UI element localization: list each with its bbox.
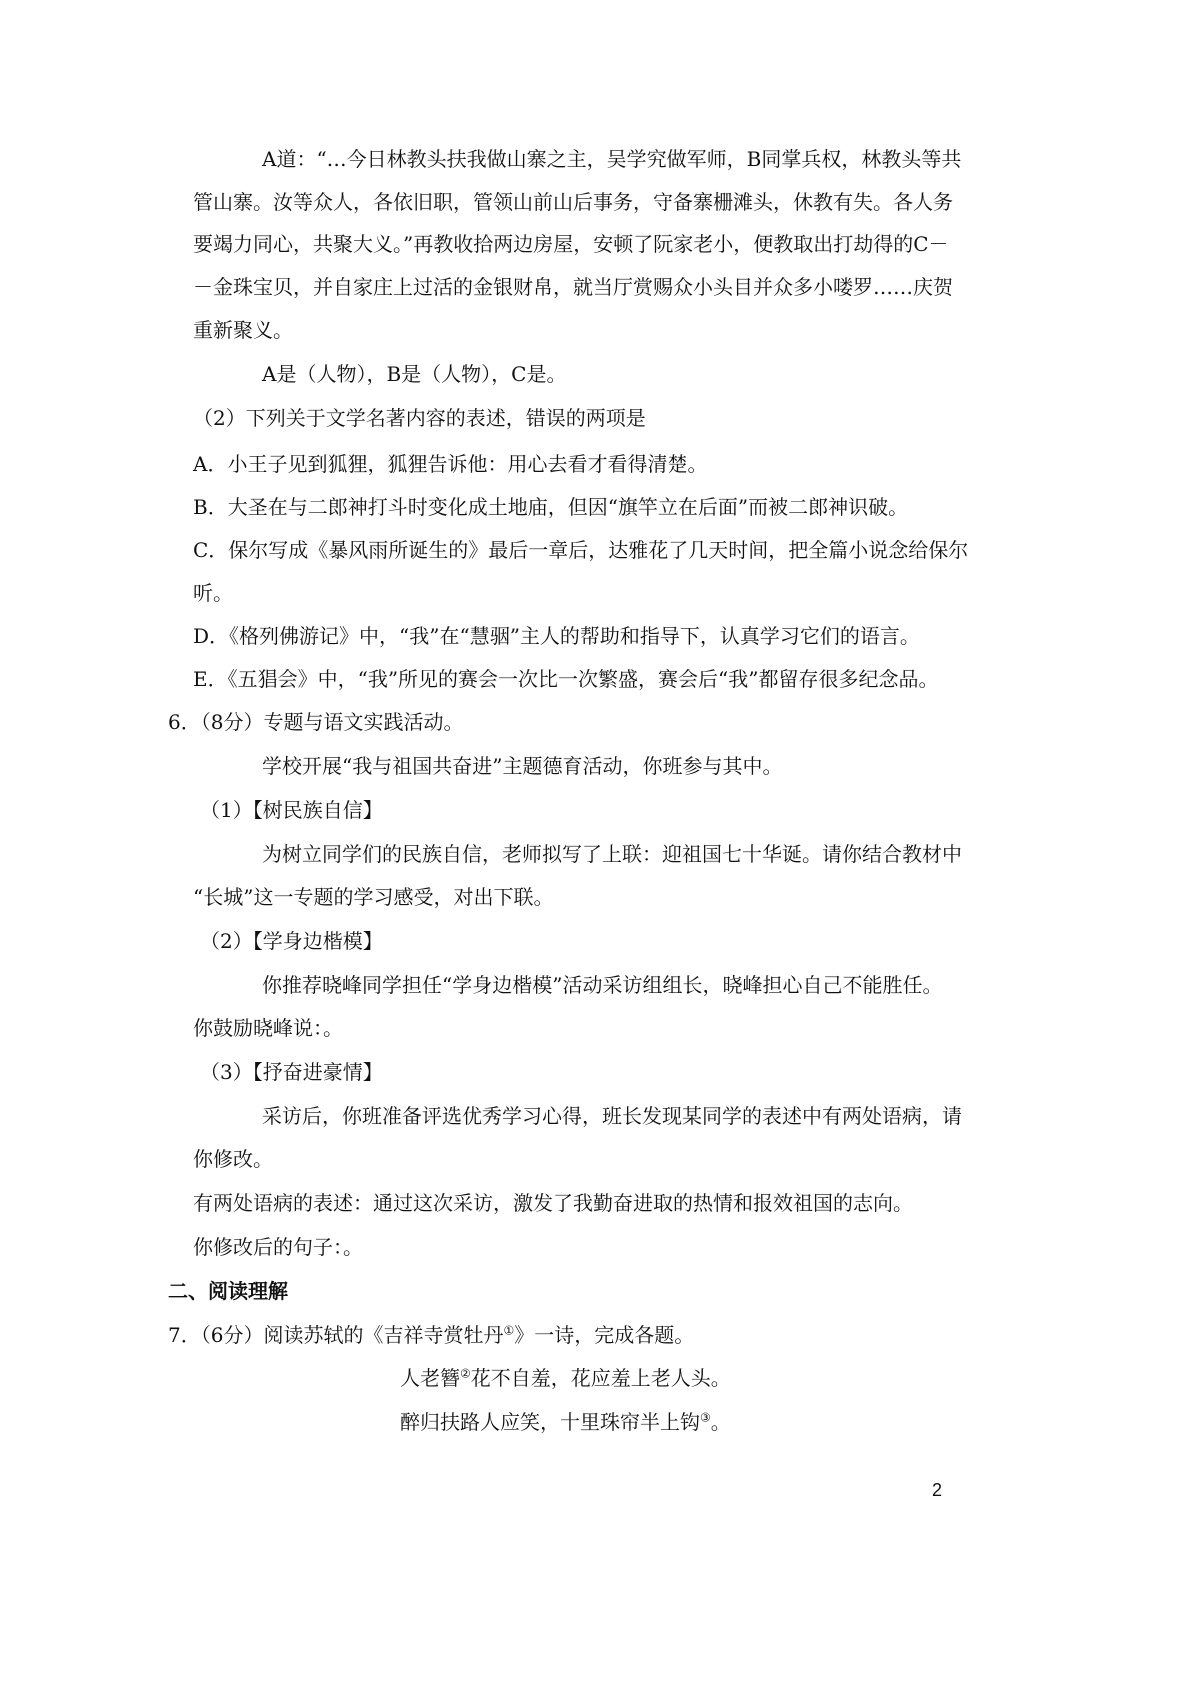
option-c-line-2: 听。 [193, 581, 233, 605]
option-d: D．《格列佛游记》中，“我”在“慧骃”主人的帮助和指导下，认真学习它们的语言。 [193, 624, 920, 648]
question-6-part-1-line-2: “长城”这一专题的学习感受，对出下联。 [193, 885, 554, 909]
question-6-part-1-line-1: 为树立同学们的民族自信，老师拟写了上联：迎祖国七十华诞。请你结合教材中 [262, 842, 962, 866]
option-e: E．《五猖会》中，“我”所见的赛会一次比一次繁盛，赛会后“我”都留存很多纪念品。 [193, 667, 939, 691]
passage-line-3: 要竭力同心，共聚大义。”再教收拾两边房屋，安顿了阮家老小，便教取出打劫得的C－ [193, 232, 949, 256]
question-6-part-2-title: （2）【学身边楷模】 [200, 929, 383, 953]
question-6-part-3-title: （3）【抒奋进豪情】 [200, 1060, 383, 1084]
poem-line-2-b: 。 [710, 1410, 731, 1434]
question-6-stem: 6．（8分）专题与语文实践活动。 [168, 710, 464, 734]
question-6-part-2-end: 。 [323, 1016, 343, 1040]
question-6-part-3-line-3: 有两处语病的表述：通过这次采访，激发了我勤奋进取的热情和报效祖国的志向。 [193, 1191, 913, 1215]
footnote-marker-2: ② [460, 1366, 471, 1381]
question-6-part-3-line-1: 采访后，你班准备评选优秀学习心得，班长发现某同学的表述中有两处语病，请 [262, 1104, 962, 1128]
question-7-stem-prefix: 7．（6分）阅读苏轼的《吉祥寺赏牡丹 [168, 1323, 504, 1347]
fill-in-line [262, 360, 566, 388]
question-6-part-1-title: （1）【树民族自信】 [200, 798, 383, 822]
poem-line-1-b: 花不自羞，花应羞上老人头。 [470, 1366, 731, 1390]
passage-line-5: 重新聚义。 [193, 318, 293, 342]
poem-line-1-a: 人老簪 [400, 1366, 460, 1390]
poem-line-2 [400, 1408, 731, 1436]
question-6-part-3-line-4 [193, 1233, 363, 1261]
fill-b-label: （人物），B是 [296, 362, 422, 386]
question-5-2-text: （2）下列关于文学名著内容的表述，错误的两项是 [193, 406, 646, 430]
fill-end: 。 [546, 362, 567, 386]
question-5-2-stem [193, 404, 646, 432]
option-a: A．小王子见到狐狸，狐狸告诉他：用心去看才看得清楚。 [193, 452, 708, 476]
fill-c-label: （人物），C是 [421, 362, 547, 386]
section-2-heading: 二、阅读理解 [168, 1279, 288, 1303]
option-c-line-1: C．保尔写成《暴风雨所诞生的》最后一章后，达雅花了几天时间，把全篇小说念给保尔 [193, 538, 969, 562]
option-b: B．大圣在与二郎神打斗时变化成土地庙，但因“旗竿立在后面”而被二郎神识破。 [193, 495, 909, 519]
question-6-intro: 学校开展“我与祖国共奋进”主题德育活动，你班参与其中。 [262, 754, 783, 778]
poem-line-2-a: 醉归扶路人应笑，十里珠帘半上钩 [400, 1410, 700, 1434]
page-number: 2 [932, 1480, 943, 1500]
question-6-part-2-prompt: 你鼓励晓峰说： [193, 1016, 323, 1040]
question-6-part-3-end: 。 [343, 1235, 363, 1259]
question-6-part-3-line-2: 你修改。 [193, 1147, 273, 1171]
passage-line-2: 管山寨。汝等众人，各依旧职，管领山前山后事务，守备寨栅滩头，休教有失。各人务 [193, 190, 953, 214]
question-6-part-3-prompt: 你修改后的句子： [193, 1235, 343, 1259]
footnote-marker-1: ① [503, 1323, 515, 1338]
passage-line-1: A道：“…今日林教头扶我做山寨之主，吴学究做军师，B同掌兵权，林教头等共 [262, 147, 962, 171]
question-6-part-2-line-1: 你推荐晓峰同学担任“学身边楷模”活动采访组组长，晓峰担心自己不能胜任。 [262, 973, 943, 997]
question-7-stem [168, 1321, 694, 1349]
question-6-part-2-line-2 [193, 1014, 343, 1042]
fill-a-label: A是 [262, 362, 297, 386]
footnote-marker-3: ③ [700, 1410, 711, 1425]
passage-line-4: －金珠宝贝，并自家庄上过活的金银财帛，就当厅赏赐众小头目并众多小喽罗……庆贺 [193, 275, 953, 299]
poem-line-1 [400, 1364, 731, 1392]
question-7-stem-suffix: 》一诗，完成各题。 [514, 1323, 695, 1347]
